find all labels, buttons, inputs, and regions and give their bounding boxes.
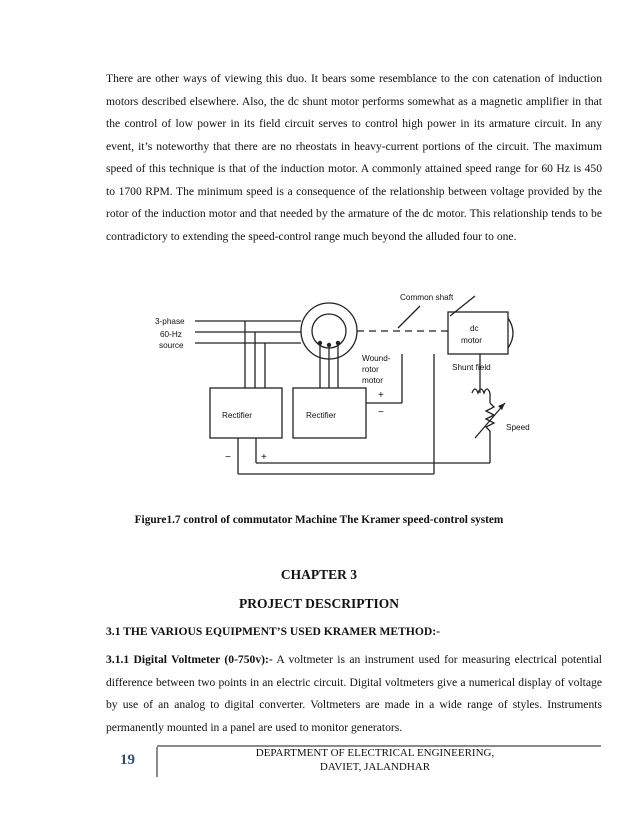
chapter-subtitle: PROJECT DESCRIPTION	[239, 596, 399, 611]
minus-label-bottom: −	[225, 452, 231, 463]
source-label: source	[159, 341, 184, 350]
wound-label: Wound-	[362, 354, 391, 363]
common-shaft-label: Common shaft	[400, 293, 454, 302]
subsection-title: 3.1.1 Digital Voltmeter (0-750v):-	[106, 653, 273, 666]
dc-label: dc	[470, 324, 479, 333]
subsection-text: A voltmeter is an instrument used for measuring electrical potential difference between two points in an electric circuit. Digital voltmeters give a numerical display of voltage by use of an analog to digital converter. Voltmeters are made in a wide range of styles. Instruments permanently mounted in a panel are used to monitor generators.	[106, 653, 602, 734]
rectifier-left-label: Rectifier	[222, 411, 253, 420]
sixty-hz-label: 60-Hz	[160, 330, 182, 339]
body-paragraph: There are other ways of viewing this duo. It bears some resemblance to the con catenation of induction motors described elsewhere. Also, the dc shunt motor performs somewhat as a magnetic amplifier in that the control of low power in its field circuit serves to control high power in its armature circuit. In any event, it’s noteworthy that there are no rheostats in heavy-current portions of the circuit. The maximum speed of this technique is that of the induction motor. A commonly attained speed range for 60 Hz is 450 to 1700 RPM. The minimum speed is a consequence of the relationship between voltage provided by the rotor of the induction motor and that needed by the armature of the dc motor. This relationship tends to be contradictory to extending the speed-control range much beyond the alluded four to one.	[106, 72, 602, 243]
footer-line1: DEPARTMENT OF ELECTRICAL ENGINEERING,	[255, 747, 495, 759]
page-number: 19	[120, 752, 135, 768]
kramer-system-diagram	[150, 288, 530, 488]
shunt-field-label: Shunt field	[452, 363, 491, 372]
dc-motor-box	[448, 312, 508, 354]
plus-label-bottom: +	[261, 452, 267, 463]
subsection-paragraph	[106, 649, 602, 739]
rotor-motor-label: motor	[362, 376, 383, 385]
three-phase-label: 3-phase	[155, 317, 185, 326]
footer-department	[210, 746, 540, 774]
plus-label-top: +	[378, 390, 384, 401]
section-heading: 3.1 THE VARIOUS EQUIPMENT’S USED KRAMER METHOD:-	[106, 625, 441, 638]
rotor-label: rotor	[362, 365, 379, 374]
minus-label-top: −	[378, 407, 384, 418]
footer-line2: DAVIET, JALANDHAR	[319, 761, 431, 773]
rectifier-right-label: Rectifier	[306, 411, 337, 420]
dc-motor-label: motor	[461, 336, 482, 345]
figure-caption: Figure1.7 control of commutator Machine The Kramer speed-control system	[134, 514, 504, 526]
chapter-title: CHAPTER 3	[280, 567, 358, 582]
speed-label: Speed	[506, 423, 530, 432]
